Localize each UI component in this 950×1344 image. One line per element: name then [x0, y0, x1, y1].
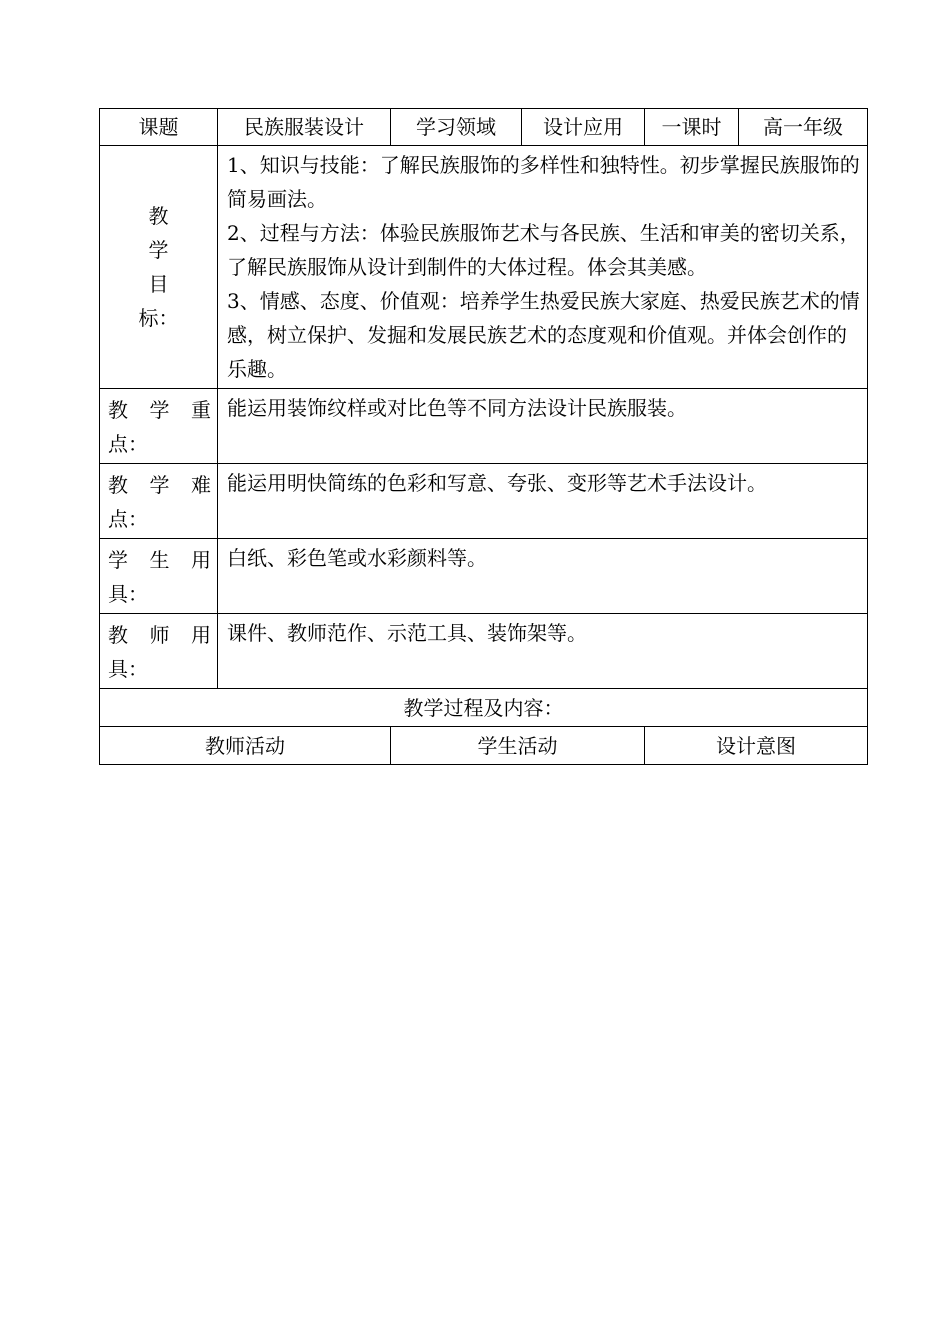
process-columns-row — [100, 727, 868, 765]
objective-item: 2、过程与方法：体验民族服饰艺术与各民族、生活和审美的密切关系，了解民族服饰从设计到制件的大体过程。体会其美感。 — [227, 221, 860, 279]
key-points-content: 能运用装饰纹样或对比色等不同方法设计民族服装。 — [218, 389, 868, 464]
objective-item: 3、情感、态度、价值观：培养学生热爱民族大家庭、热爱民族艺术的情感，树立保护、发掘和发展民族艺术的态度观和价值观。并体会创作的乐趣。 — [227, 289, 860, 381]
objectives-row — [100, 146, 868, 389]
teacher-tools-label: 教 师 用 具： — [100, 614, 218, 689]
lesson-plan-table — [99, 108, 868, 765]
student-activity-header: 学生活动 — [391, 727, 645, 765]
header-row — [100, 109, 868, 146]
student-tools-label: 学 生 用 具： — [100, 539, 218, 614]
subject-label: 课题 — [100, 109, 218, 146]
process-title: 教学过程及内容： — [100, 689, 868, 727]
field-value: 设计应用 — [522, 109, 645, 146]
teacher-activity-header: 教师活动 — [100, 727, 391, 765]
duration: 一课时 — [645, 109, 739, 146]
difficulties-content: 能运用明快简练的色彩和写意、夸张、变形等艺术手法设计。 — [218, 464, 868, 539]
field-label: 学习领域 — [391, 109, 522, 146]
difficulties-label: 教 学 难 点： — [100, 464, 218, 539]
lesson-plan-page — [99, 108, 867, 765]
objectives-label: 教 学 目 标： — [100, 146, 218, 389]
key-points-label: 教 学 重 点： — [100, 389, 218, 464]
objective-item: 1、知识与技能：了解民族服饰的多样性和独特性。初步掌握民族服饰的简易画法。 — [227, 153, 860, 211]
grade: 高一年级 — [739, 109, 868, 146]
student-tools-row — [100, 539, 868, 614]
design-intent-header: 设计意图 — [645, 727, 868, 765]
difficulties-row — [100, 464, 868, 539]
objectives-content — [218, 146, 868, 389]
subject-value: 民族服装设计 — [218, 109, 391, 146]
student-tools-content: 白纸、彩色笔或水彩颜料等。 — [218, 539, 868, 614]
teacher-tools-row — [100, 614, 868, 689]
key-points-row — [100, 389, 868, 464]
teacher-tools-content: 课件、教师范作、示范工具、装饰架等。 — [218, 614, 868, 689]
process-title-row — [100, 689, 868, 727]
